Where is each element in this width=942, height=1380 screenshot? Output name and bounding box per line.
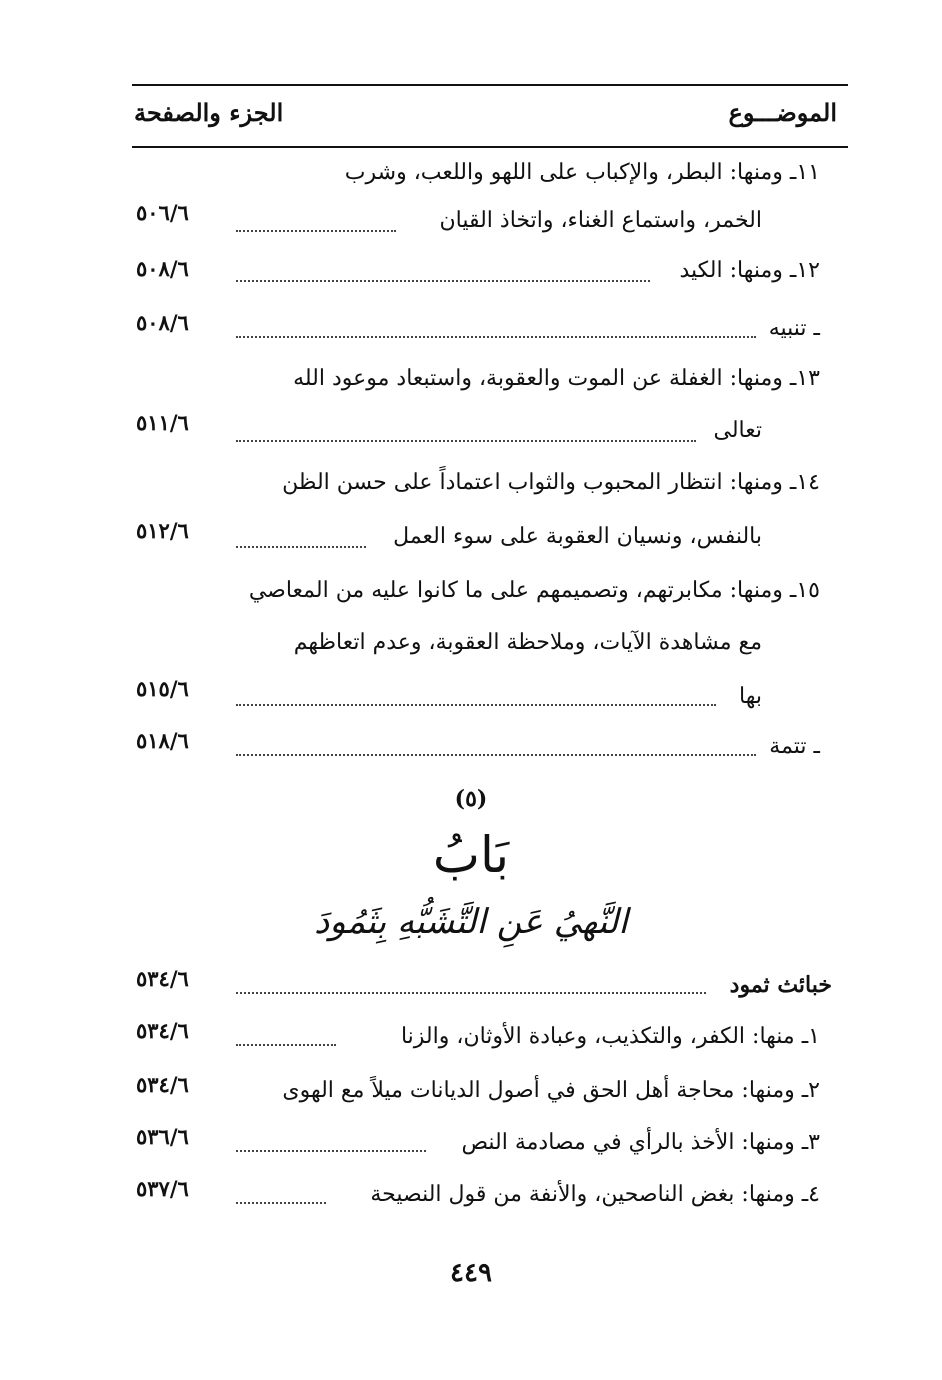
entry-15-ref: ٥١٥/٦: [136, 676, 189, 701]
entry-13-line-1: ١٣ـ ومنها: الغفلة عن الموت والعقوبة، واستبعاد موعود الله: [293, 366, 820, 391]
entry-12-line-1: ١٢ـ ومنها: الكيد: [679, 258, 820, 283]
entry-b2-ref: ٥٣٤/٦: [136, 1072, 189, 1097]
leader-dots: [236, 440, 696, 442]
leader-dots: [236, 704, 716, 706]
entry-b4: ٤ـ ومنها: بغض الناصحين، والأنفة من قول النصيحة: [370, 1182, 820, 1207]
entry-14-line-1: ١٤ـ ومنها: انتظار المحبوب والثواب اعتماداً على حسن الظن: [282, 470, 820, 495]
entry-tanbih: ـ تنبيه: [768, 316, 820, 341]
leader-dots: [236, 1044, 336, 1046]
entry-b1: ١ـ منها: الكفر، والتكذيب، وعبادة الأوثان، والزنا: [400, 1024, 820, 1049]
entry-khabaith: خبائث ثمود: [729, 972, 832, 998]
entry-14-line-2: بالنفس، ونسيان العقوبة على سوء العمل: [393, 524, 762, 549]
subject-column-header: الموضـــوع: [728, 98, 837, 127]
leader-dots: [236, 992, 706, 994]
entry-11-line-2: الخمر، واستماع الغناء، واتخاذ القيان: [439, 208, 762, 233]
entry-b3-ref: ٥٣٦/٦: [136, 1124, 189, 1149]
entry-13-line-2: تعالى: [713, 418, 762, 443]
entry-11-ref: ٥٠٦/٦: [136, 200, 189, 225]
leader-dots: [236, 230, 396, 232]
chapter-number: (٥): [454, 786, 488, 812]
leader-dots: [236, 1150, 426, 1152]
entry-tanbih-ref: ٥٠٨/٦: [136, 310, 189, 335]
entry-14-ref: ٥١٢/٦: [136, 518, 189, 543]
leader-dots: [236, 754, 756, 756]
leader-dots: [236, 280, 650, 282]
volume-page-column-header: الجزء والصفحة: [134, 98, 284, 127]
entry-khabaith-ref: ٥٣٤/٦: [136, 966, 189, 991]
chapter-title: النَّهيُ عَنِ التَّشَبُّهِ بِثَمُودَ: [314, 902, 628, 942]
header-rule: [132, 146, 848, 148]
entry-b4-ref: ٥٣٧/٦: [136, 1176, 189, 1201]
entry-15-line-3: بها: [739, 684, 762, 709]
entry-b1-ref: ٥٣٤/٦: [136, 1018, 189, 1043]
page-number: ٤٤٩: [450, 1258, 492, 1288]
entry-tatimma-ref: ٥١٨/٦: [136, 728, 189, 753]
entry-15-line-2: مع مشاهدة الآيات، وملاحظة العقوبة، وعدم اتعاظهم: [293, 630, 762, 655]
entry-b2: ٢ـ ومنها: محاجة أهل الحق في أصول الديانات ميلاً مع الهوى: [282, 1078, 820, 1103]
leader-dots: [236, 1202, 326, 1204]
entry-b3: ٣ـ ومنها: الأخذ بالرأي في مصادمة النص: [461, 1130, 820, 1155]
leader-dots: [236, 336, 756, 338]
entry-15-line-1: ١٥ـ ومنها: مكابرتهم، وتصميمهم على ما كانوا عليه من المعاصي: [248, 578, 820, 603]
entry-12-ref: ٥٠٨/٦: [136, 256, 189, 281]
leader-dots: [236, 546, 366, 548]
entry-tatimma: ـ تتمة: [769, 734, 820, 759]
entry-13-ref: ٥١١/٦: [136, 410, 189, 435]
top-rule: [132, 84, 848, 86]
entry-11-line-1: ١١ـ ومنها: البطر، والإكباب على اللهو واللعب، وشرب: [344, 160, 820, 185]
chapter-bab-heading: بَابُ: [432, 826, 510, 884]
